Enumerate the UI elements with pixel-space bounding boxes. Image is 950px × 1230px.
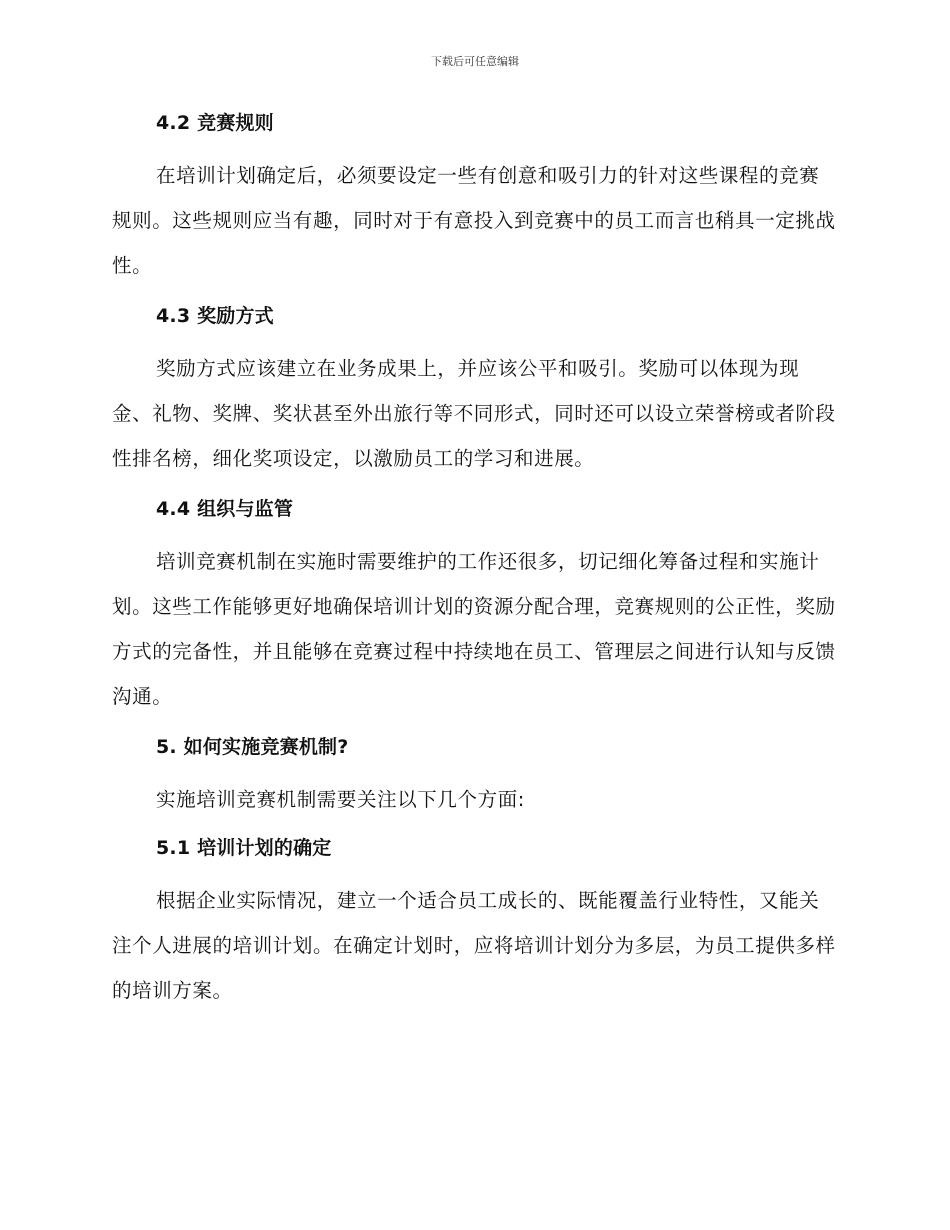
section-paragraph-4-4: 培训竞赛机制在实施时需要维护的工作还很多，切记细化筹备过程和实施计划。这些工作能够更好地确保培训计划的资源分配合理，竞赛规则的公正性，奖励方式的完备性，并且能够在竞赛过程中持续地在员工、管理层之间进行认知与反馈沟通。: [112, 550, 836, 708]
section-paragraph-4-3: 奖励方式应该建立在业务成果上，并应该公平和吸引。奖励可以体现为现金、礼物、奖牌、奖状甚至外出旅行等不同形式，同时还可以设立荣誉榜或者阶段性排名榜，细化奖项设定，以激励员工的学习和进展。: [112, 357, 836, 470]
section-paragraph-4-2: 在培训计划确定后，必须要设定一些有创意和吸引力的针对这些课程的竞赛规则。这些规则应当有趣，同时对于有意投入到竞赛中的员工而言也稍具一定挑战性。: [112, 164, 836, 277]
document-body: [112, 110, 838, 1028]
section-heading-5: 5. 如何实施竞赛机制?: [156, 736, 349, 758]
section-heading-4-4: 4.4 组织与监管: [156, 498, 294, 520]
section-heading-4-2: 4.2 竞赛规则: [156, 112, 274, 134]
section-paragraph-5-1: 根据企业实际情况，建立一个适合员工成长的、既能覆盖行业特性，又能关注个人进展的培训计划。在确定计划时，应将培训计划分为多层，为员工提供多样的培训方案。: [112, 889, 836, 1002]
section-heading-5-1: 5.1 培训计划的确定: [156, 837, 332, 859]
section-paragraph-5: 实施培训竞赛机制需要关注以下几个方面:: [156, 788, 525, 811]
section-heading-4-3: 4.3 奖励方式: [156, 305, 274, 327]
page-header-note: 下载后可任意编辑: [431, 55, 519, 68]
